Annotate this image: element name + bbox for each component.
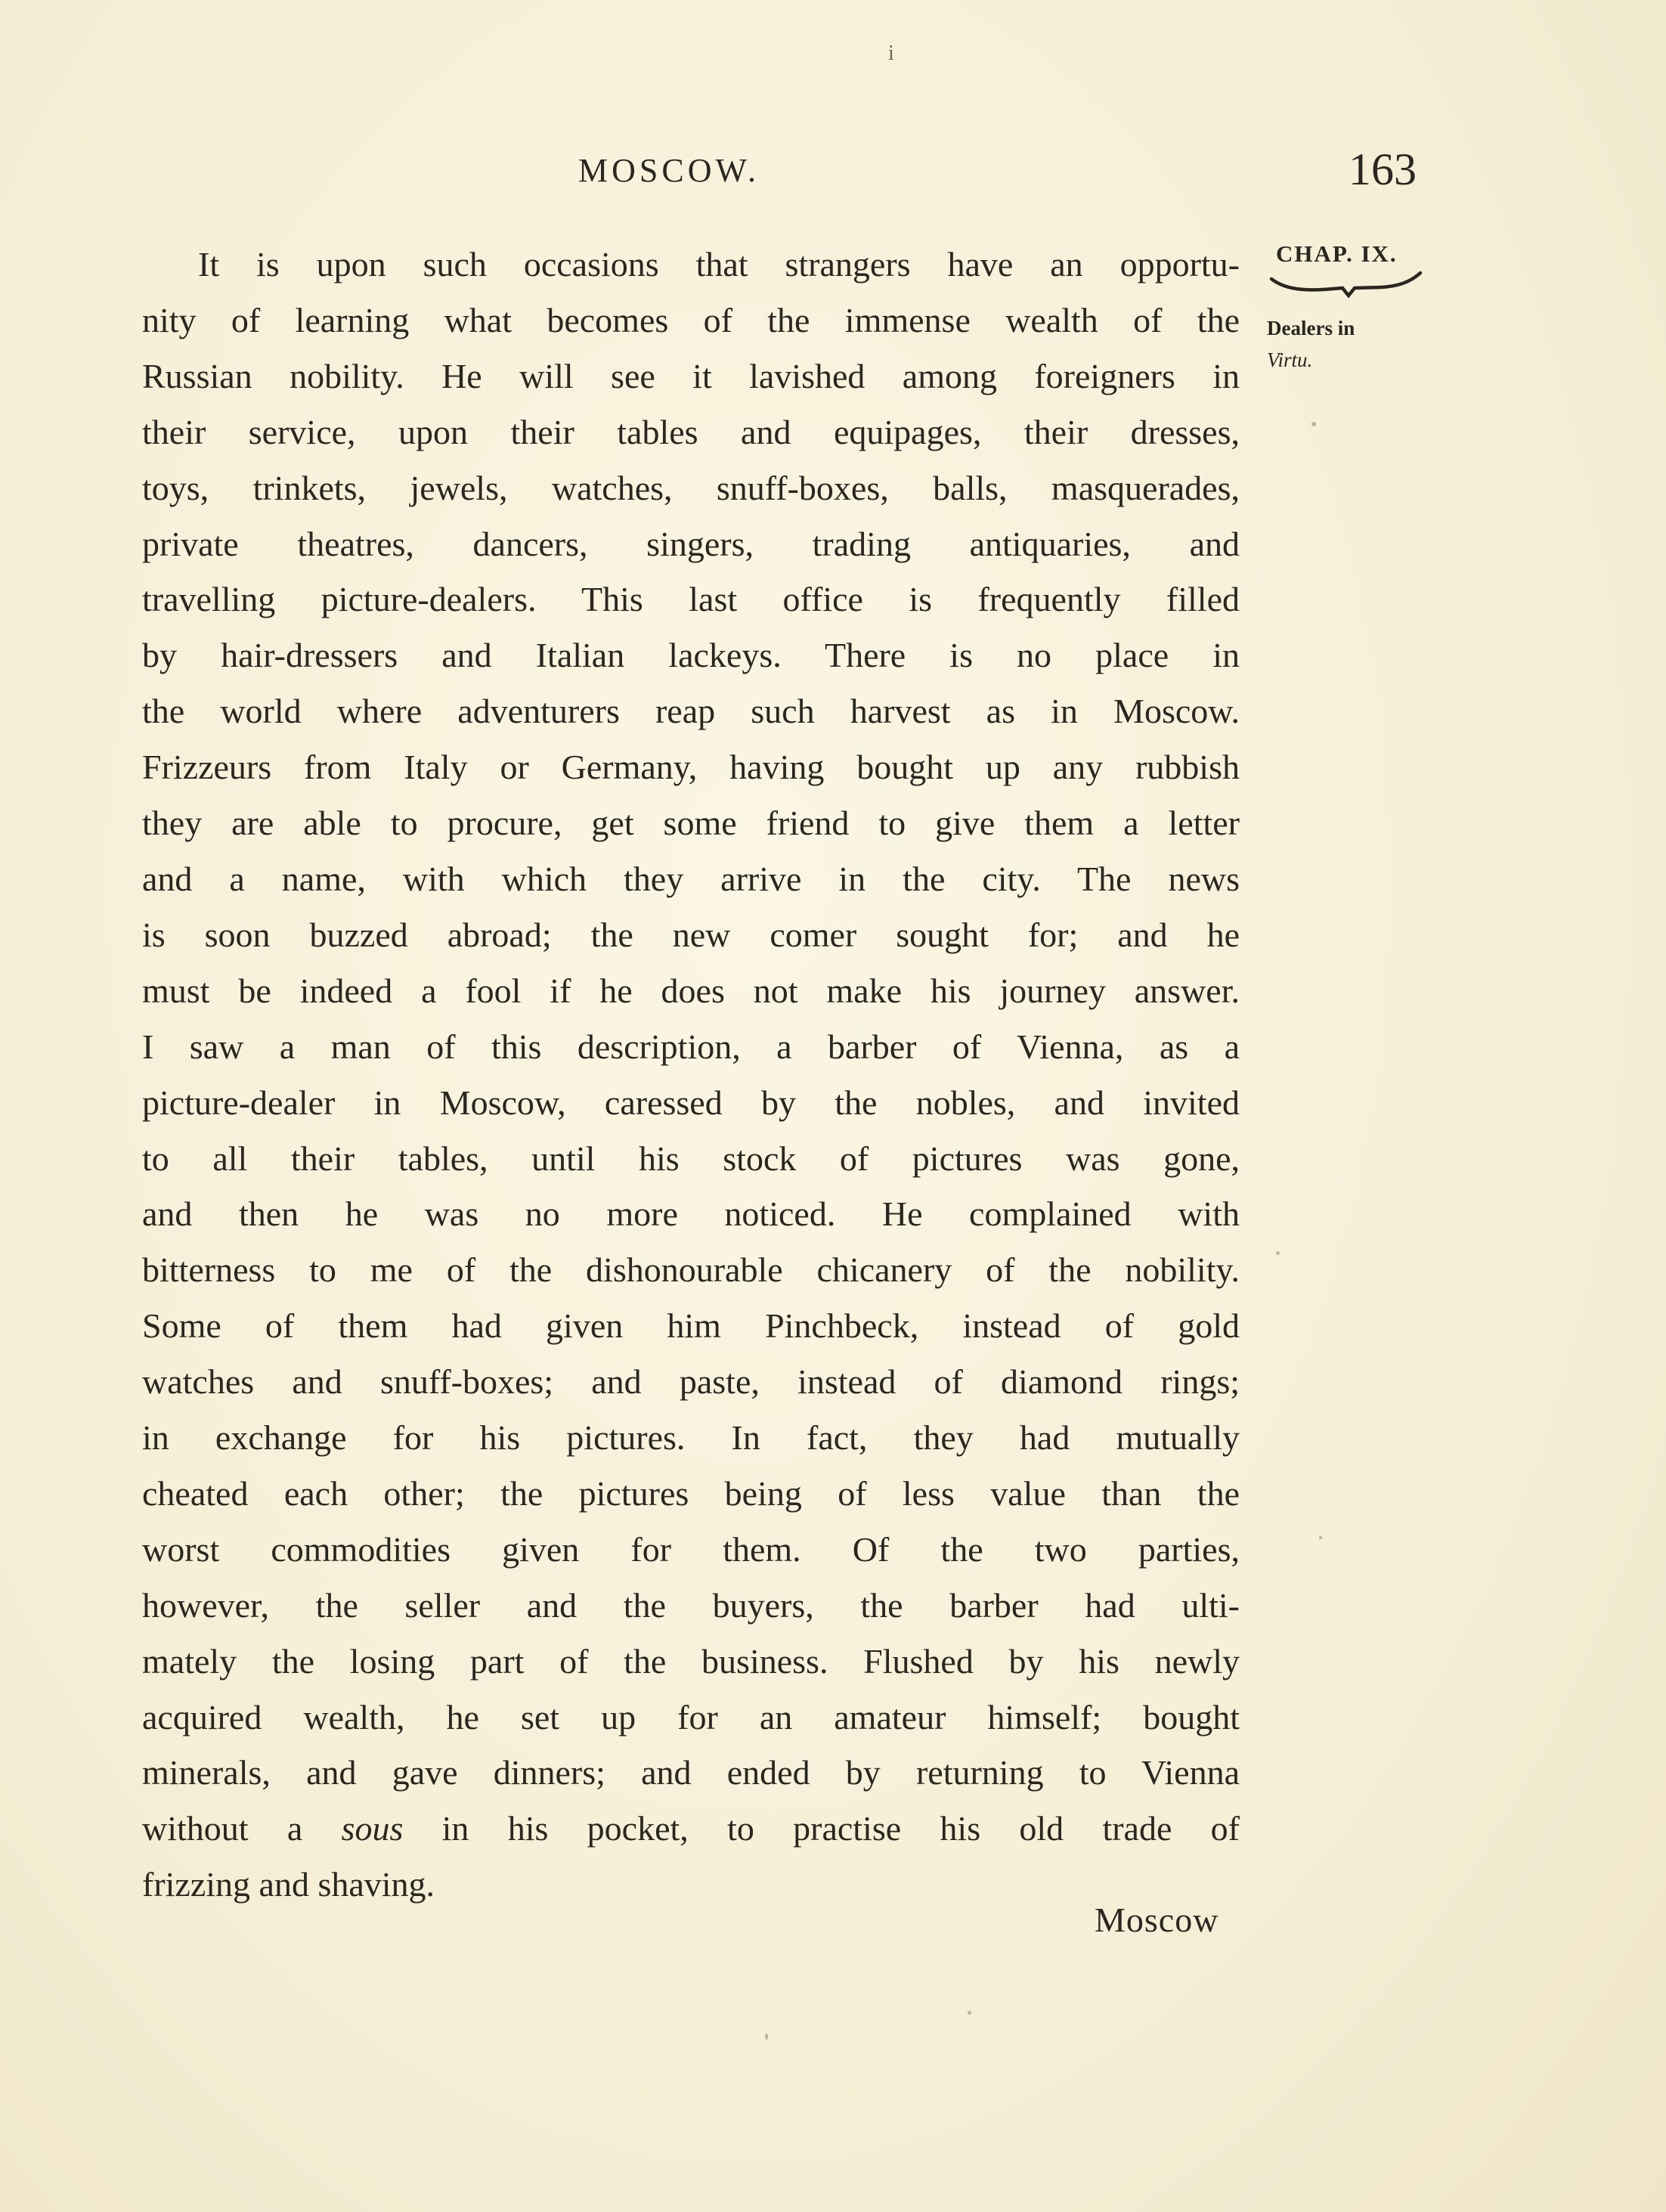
text-line-15: I saw a man of this description, a barber of Vienna, as a [142,1027,1240,1066]
stray-mark: i [888,42,894,65]
paper-speck [765,2034,768,2040]
text-line-14: must be indeed a fool if he does not make his journey answer. [142,971,1240,1010]
text-line-8: by hair-dressers and Italian lackeys. There is no place in [142,636,1240,675]
text-line-20: Some of them had given him Pinchbeck, instead of gold [142,1306,1240,1346]
paper-speck [968,2011,971,2015]
text-line-24: worst commodities given for them. Of the two parties, [142,1529,1240,1569]
body-text [142,237,1240,1913]
text-line-7: travelling picture-dealers. This last office is frequently filled [142,580,1240,619]
text-line-10: Frizzeurs from Italy or Germany, having bought up any rubbish [142,748,1240,787]
text-line-25: however, the seller and the buyers, the barber had ulti- [142,1585,1240,1625]
text-line-13: is soon buzzed abroad; the new comer sought for; and he [142,915,1240,954]
line-29-start: without a [142,1809,342,1848]
text-line-28: minerals, and gave dinners; and ended by returning to Vienna [142,1753,1240,1792]
text-line-18: and then he was no more noticed. He complained with [142,1194,1240,1234]
text-line-6: private theatres, dancers, singers, trading antiquaries, and [142,524,1240,563]
paper-speck [1276,1251,1280,1255]
paper-speck [1311,422,1316,426]
text-line-16: picture-dealer in Moscow, caressed by the nobles, and invited [142,1083,1240,1122]
text-line-9: the world where adventurers reap such harvest as in Moscow. [142,692,1240,731]
page-number: 163 [1349,144,1417,194]
text-line-30: frizzing and shaving. [142,1865,435,1904]
text-line-5: toys, trinkets, jewels, watches, snuff-boxes, balls, masquerades, [142,468,1240,507]
catchword: Moscow [1095,1901,1219,1939]
margin-note-line-1: Dealers in [1267,317,1355,339]
margin-note [1267,312,1355,376]
line-29-end: in his pocket, to practise his old trade of [403,1809,1240,1848]
italic-word-sous: sous [341,1809,404,1848]
text-line-23: cheated each other; the pictures being of less value than the [142,1473,1240,1513]
brace-ornament-icon [1268,268,1423,302]
text-line-12: and a name, with which they arrive in the city. The news [142,859,1240,898]
text-line-27: acquired wealth, he set up for an amateur himself; bought [142,1697,1240,1736]
paper-speck [1319,1536,1322,1539]
text-line-21: watches and snuff-boxes; and paste, instead of diamond rings; [142,1362,1240,1402]
text-line-2: nity of learning what becomes of the immense wealth of the [142,300,1240,339]
running-title: MOSCOW. [578,152,760,189]
margin-chapter-label: CHAP. IX. [1276,240,1398,267]
text-line-19: bitterness to me of the dishonourable chicanery of the nobility. [142,1250,1240,1290]
text-line-22: in exchange for his pictures. In fact, they had mutually [142,1418,1240,1458]
text-line-29 [142,1801,1240,1857]
text-line-4: their service, upon their tables and equipages, their dresses, [142,412,1240,451]
text-line-3: Russian nobility. He will see it lavished among foreigners in [142,356,1240,395]
text-line-1: It is upon such occasions that strangers have an opportu- [198,245,1240,283]
text-line-17: to all their tables, until his stock of pictures was gone, [142,1139,1240,1178]
text-line-26: mately the losing part of the business. Flushed by his newly [142,1641,1240,1681]
margin-note-line-2: Virtu. [1267,349,1313,371]
text-line-11: they are able to procure, get some friend to give them a letter [142,804,1240,843]
